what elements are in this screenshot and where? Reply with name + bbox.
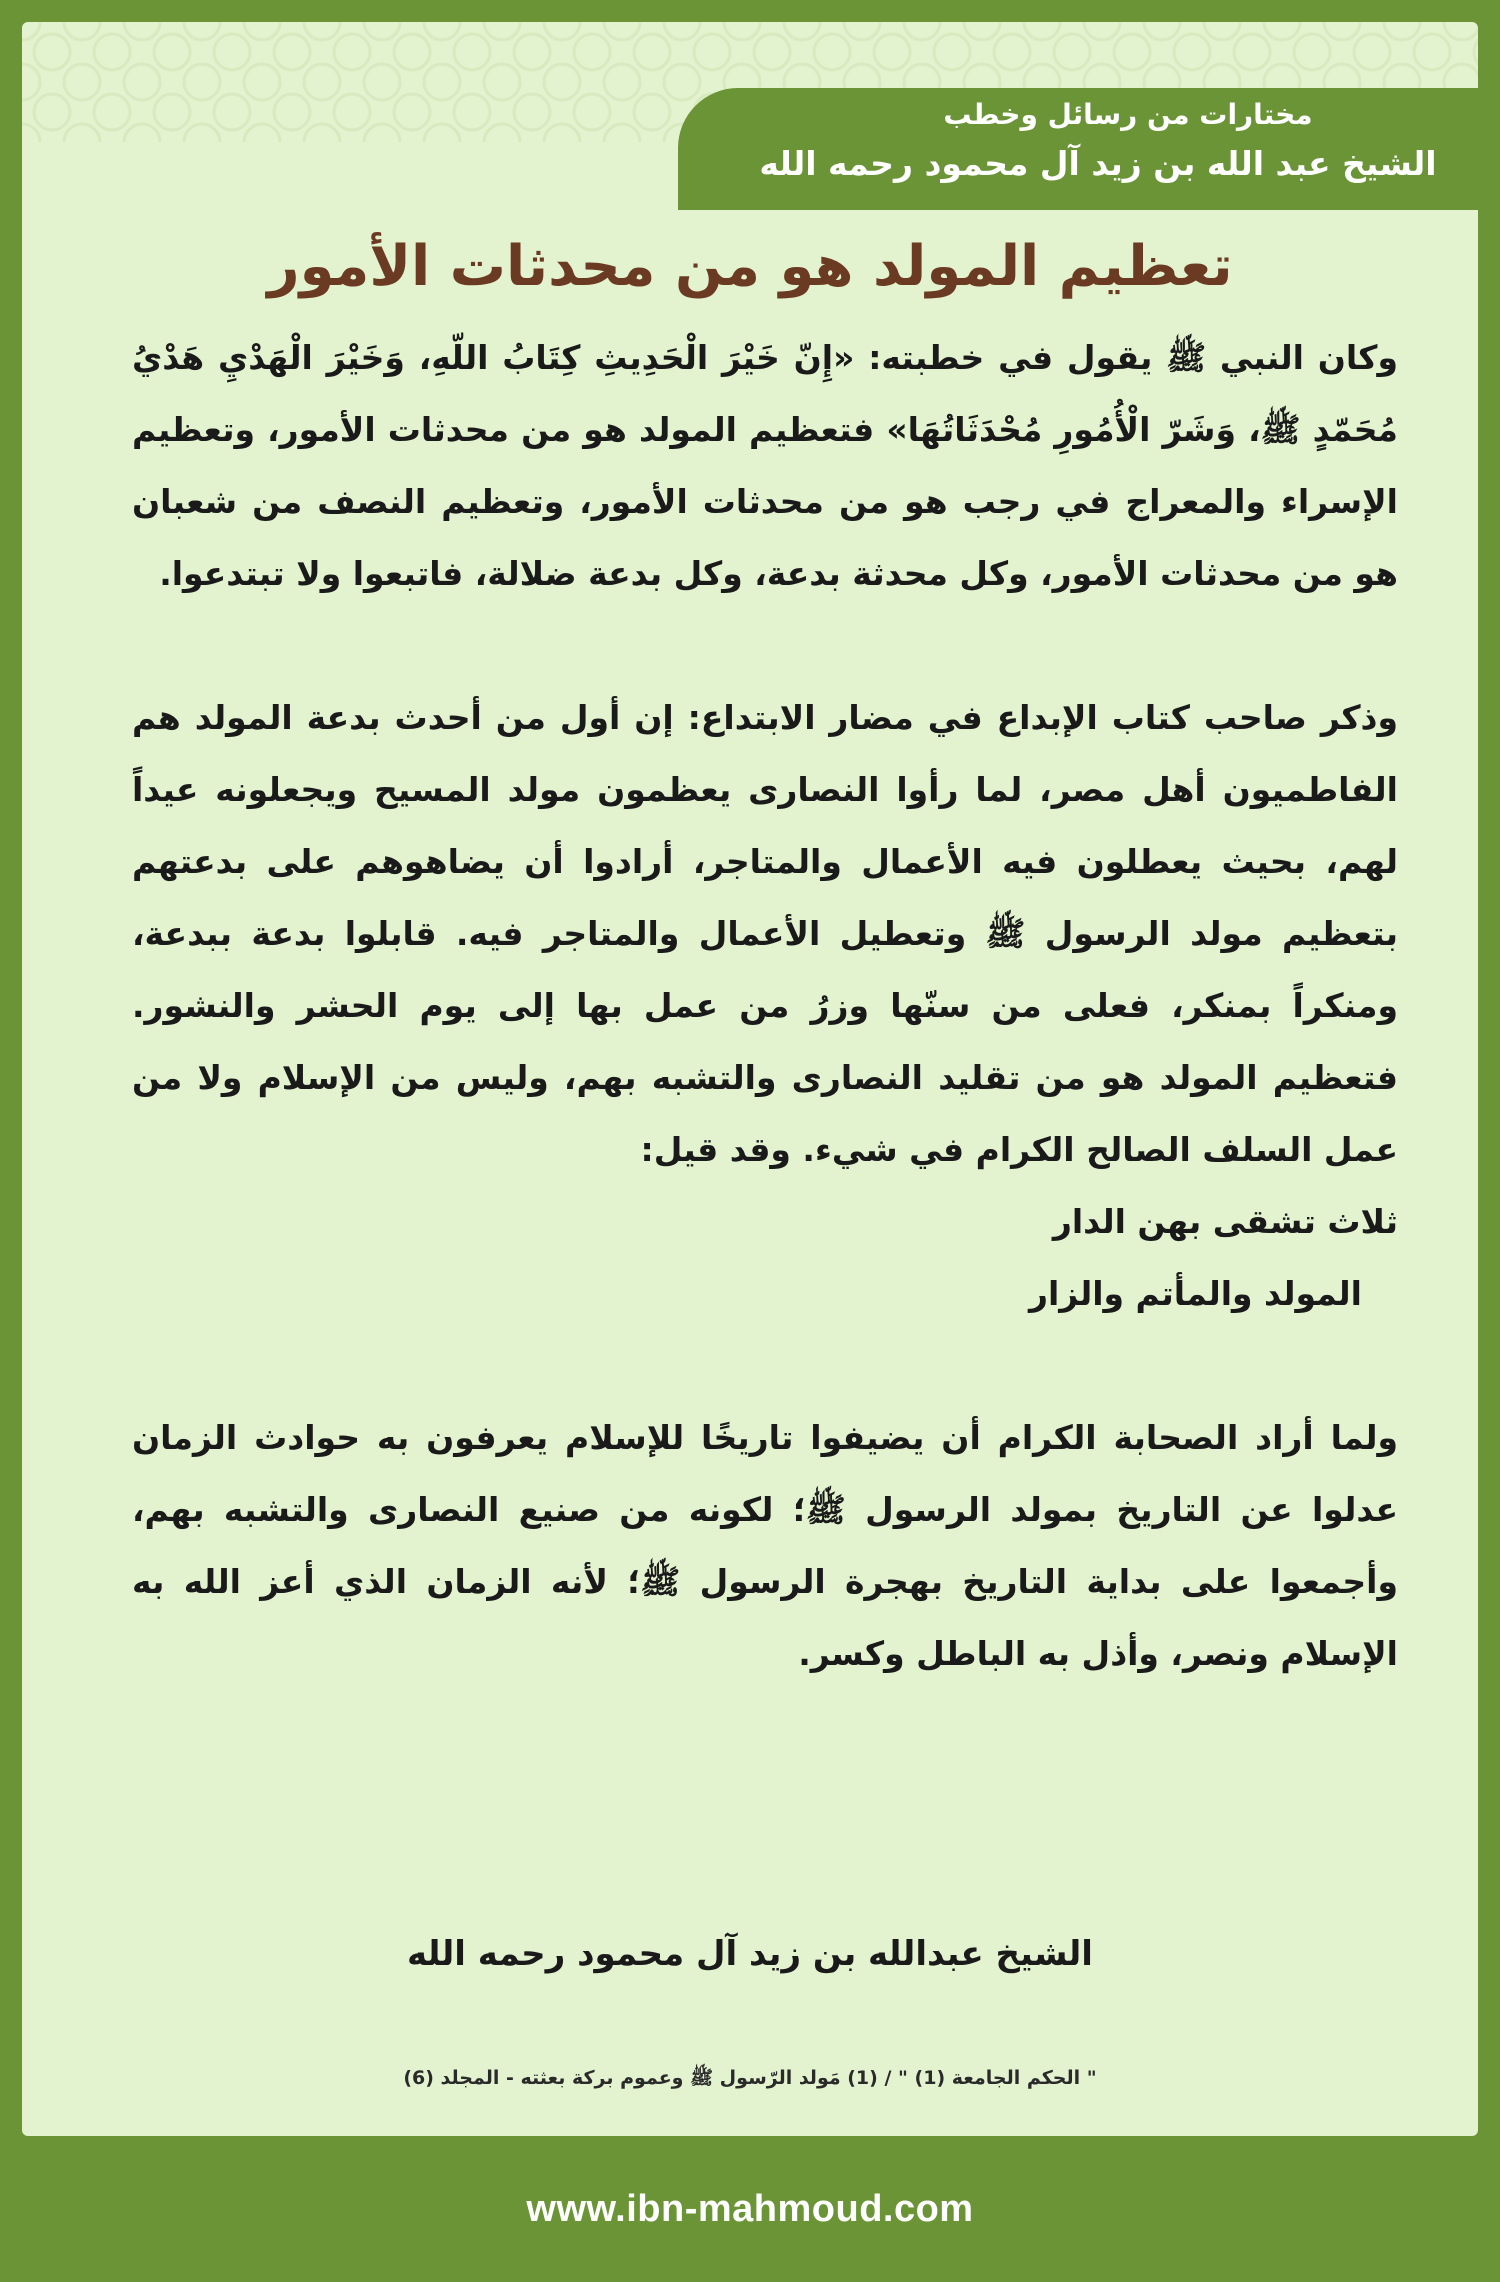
header-line-2: الشيخ عبد الله بن زيد آل محمود رحمه الله	[759, 144, 1437, 183]
paragraph-2: وذكر صاحب كتاب الإبداع في مضار الابتداع: إن أول من أحدث بدعة المولد هم الفاطميون أهل مصر، لما رأوا النصارى يعظمون مولد المسيح ويجعلونه عيداً لهم، بحيث يعطلون فيه الأعمال والمتاجر، أرادوا أن يضاهوهم على بدعتهم بتعظيم مولد الرسول ﷺ وتعطيل الأعمال والمتاجر فيه. قابلوا بدعة ببدعة، ومنكراً بمنكر، فعلى من سنّها وزرُ من عمل بها إلى يوم الحشر والنشور. فتعظيم المولد هو من تقليد النصارى والتشبه بهم، وليس من الإسلام ولا من عمل السلف الصالح الكرام في شيء. وقد قيل:	[132, 698, 1398, 1169]
paragraph-3: ولما أراد الصحابة الكرام أن يضيفوا تاريخًا للإسلام يعرفون به حوادث الزمان عدلوا عن التاريخ بمولد الرسول ﷺ؛ لكونه من صنيع النصارى والتشبه بهم، وأجمعوا على بداية التاريخ بهجرة الرسول ﷺ؛ لأنه الزمان الذي أعز الله به الإسلام ونصر، وأذل به الباطل وكسر.	[132, 1418, 1398, 1673]
verse-line-2: المولد والمأتم والزار	[1029, 1274, 1362, 1313]
author-signature: الشيخ عبدالله بن زيد آل محمود رحمه الله	[407, 1934, 1093, 1974]
paragraph-1: وكان النبي ﷺ يقول في خطبته: «إِنّ خَيْرَ الْحَدِيثِ كِتَابُ اللّهِ، وَخَيْرَ الْهَدْيِ هَدْيُ مُحَمّدٍ ﷺ، وَشَرّ الْأُمُورِ مُحْدَثَاتُهَا» فتعظيم المولد هو من محدثات الأمور، وتعظيم الإسراء والمعراج في رجب هو من محدثات الأمور، وتعظيم النصف من شعبان هو من محدثات الأمور، وكل محدثة بدعة، وكل بدعة ضلالة، فاتبعوا ولا تبتدعوا.	[132, 338, 1398, 593]
website-link[interactable]: www.ibn-mahmoud.com	[526, 2187, 974, 2230]
header-line-1: مختارات من رسائل وخطب	[943, 98, 1313, 131]
page-title: تعظيم المولد هو من محدثات الأمور	[267, 234, 1233, 299]
content-panel	[22, 22, 1478, 2136]
header-ribbon	[678, 88, 1478, 210]
footer-bar	[0, 2136, 1500, 2282]
verse-line-1: ثلاث تشقى بهن الدار	[1052, 1202, 1398, 1241]
article-body	[132, 322, 1398, 1690]
source-citation: " الحكم الجامعة (1) " / (1) مَولد الرّسول ﷺ وعموم بركة بعثته - المجلد (6)	[403, 2067, 1097, 2089]
